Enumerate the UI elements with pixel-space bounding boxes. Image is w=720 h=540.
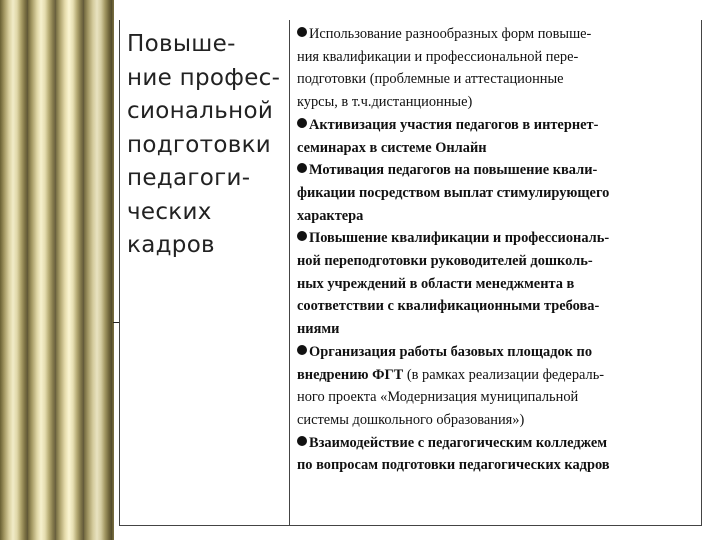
bullet-line — [297, 68, 697, 91]
bullet-line — [297, 23, 697, 46]
bullet-line — [297, 409, 697, 432]
bullet-line — [297, 295, 697, 318]
bullet-line — [297, 159, 697, 182]
bullet-text: Организация работы базовых площадок по — [309, 343, 593, 360]
bullet-dot-icon — [297, 231, 307, 241]
bullet-text: характера — [297, 207, 364, 224]
bullet-dot-icon — [297, 27, 307, 37]
title-line: Повыше- — [127, 31, 236, 57]
bullet-line — [297, 273, 697, 296]
bullet-line — [297, 432, 697, 455]
bullet-text: Повышение квалификации и профессиональ- — [309, 230, 610, 247]
title-line: ние профес- — [127, 64, 281, 91]
bullet-text: семинарах в системе Онлайн — [297, 139, 487, 156]
bullet-item — [297, 227, 697, 341]
title-line: подготовки — [127, 131, 272, 158]
bullet-text: ния квалификации и профессиональной пере- — [297, 48, 579, 65]
bullet-line — [297, 227, 697, 250]
bullet-text: системы дошкольного образования») — [297, 411, 525, 428]
bullet-line — [297, 454, 697, 477]
title-line: педагоги- — [127, 165, 251, 191]
bullet-text: по вопросам подготовки педагогических кадров — [297, 457, 610, 474]
bullet-line — [297, 91, 697, 114]
title-line: ческих — [127, 198, 212, 225]
bullet-item — [297, 23, 697, 114]
bullet-line — [297, 46, 697, 69]
bullet-line — [297, 318, 697, 341]
gold-curtain-decoration — [0, 0, 114, 540]
bullet-line — [297, 386, 697, 409]
bullet-dot-icon — [297, 345, 307, 355]
bullet-text: Активизация участия педагогов в интернет- — [309, 116, 599, 133]
bullet-dot-icon — [297, 163, 307, 173]
bullet-line — [297, 364, 697, 387]
bullet-text: соответствии с квалификационными требова- — [297, 298, 600, 315]
bullet-dot-icon — [297, 436, 307, 446]
bullet-text: Мотивация педагогов на повышение квали- — [309, 162, 598, 179]
column-divider — [289, 20, 290, 526]
bullet-text: подготовки (проблемные и аттестационные — [297, 71, 564, 88]
bullet-text: ниями — [297, 321, 340, 338]
title-line: кадров — [127, 232, 215, 258]
bullet-line — [297, 250, 697, 273]
bullet-line — [297, 137, 697, 160]
bullet-line — [297, 182, 697, 205]
bullet-text: Использование разнообразных форм повыше- — [309, 26, 592, 42]
bullet-text: ных учреждений в области менеджмента в — [297, 275, 575, 292]
bullet-text: Взаимодействие с педагогическим колледжем — [309, 434, 608, 451]
bullet-text: фикации посредством выплат стимулирующего — [297, 184, 610, 201]
bullet-text: (в рамках реализации федераль- — [403, 366, 605, 383]
bullet-dot-icon — [297, 118, 307, 128]
slide-title — [127, 28, 287, 263]
bullet-item — [297, 114, 697, 159]
bullet-item — [297, 432, 697, 477]
bullet-text: внедрению ФГТ — [297, 366, 404, 383]
bullet-list — [297, 23, 697, 477]
bullet-text: ного проекта «Модернизация муниципальной — [297, 389, 579, 406]
bullet-line — [297, 341, 697, 364]
bullet-item — [297, 159, 697, 227]
bullet-line — [297, 114, 697, 137]
bullet-item — [297, 341, 697, 432]
bullet-line — [297, 205, 697, 228]
bullet-text: курсы, в т.ч.дистанционные) — [297, 94, 473, 111]
bullet-text: ной переподготовки руководителей дошколь- — [297, 253, 593, 270]
title-line: сиональной — [127, 98, 274, 124]
